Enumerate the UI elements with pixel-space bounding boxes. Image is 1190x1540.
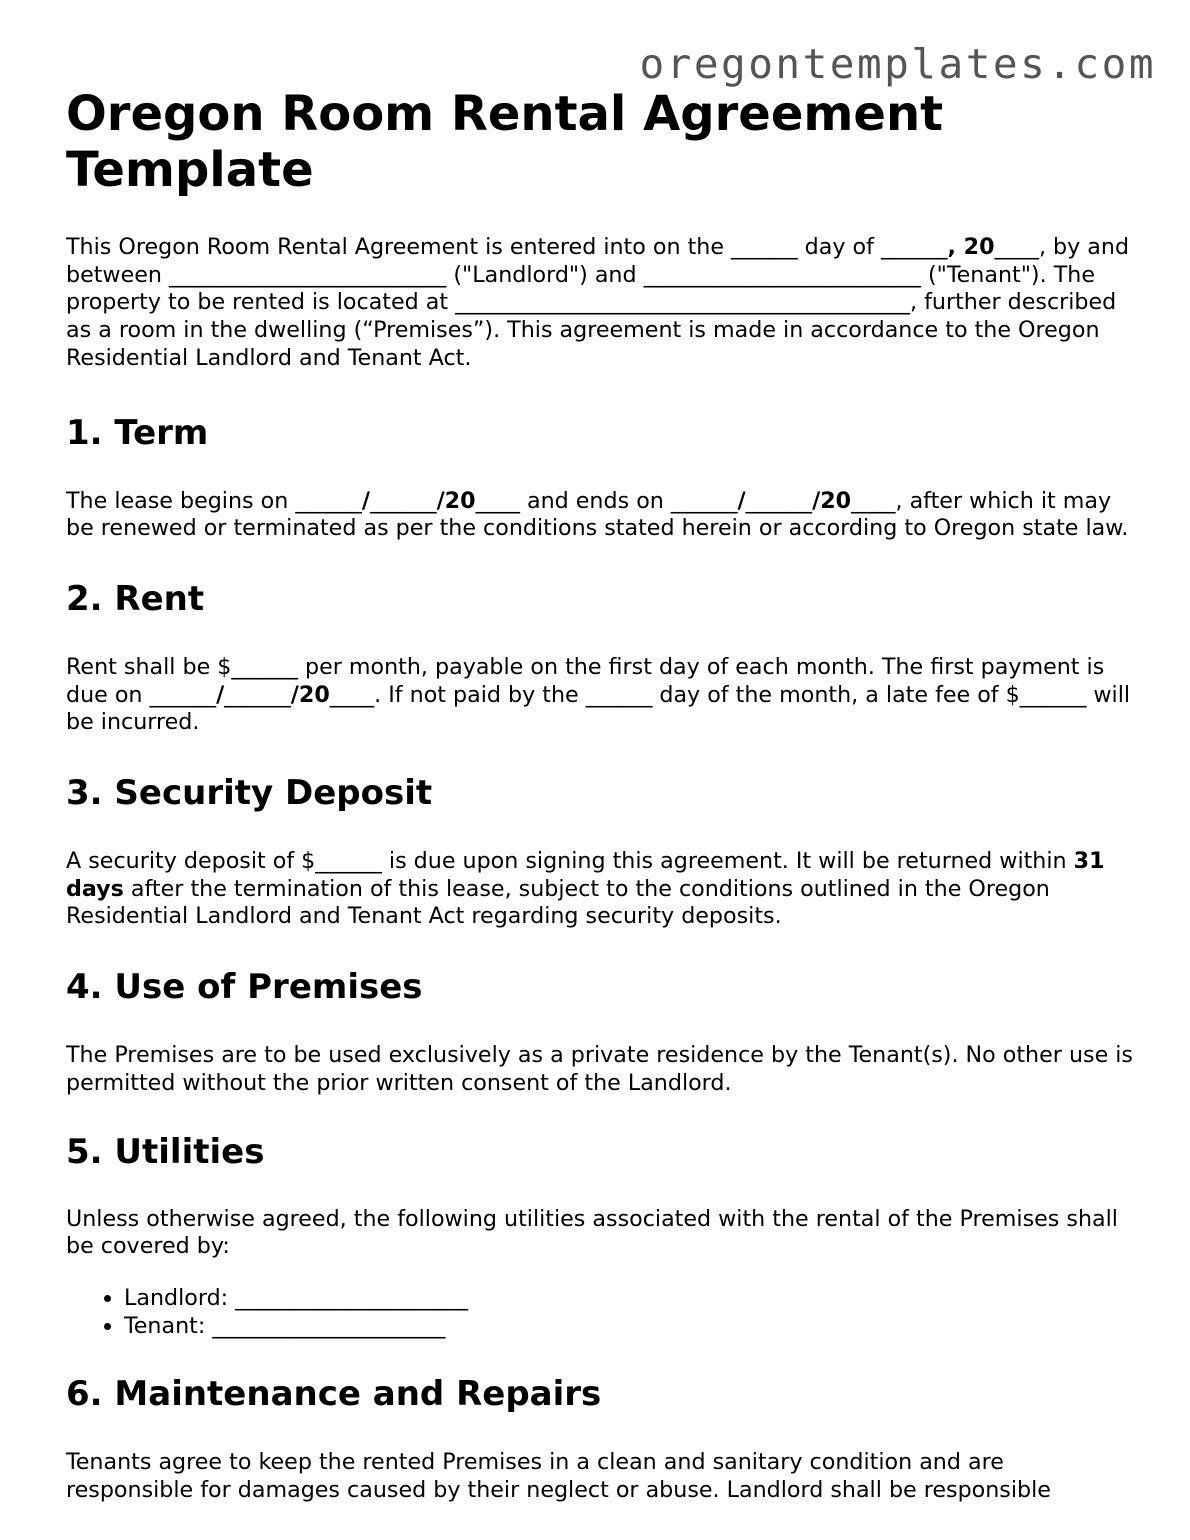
list-item: • Tenant: _____________________ — [124, 1313, 1136, 1341]
utilities-list — [66, 1285, 1136, 1340]
section-term-heading: 1. Term — [66, 412, 209, 453]
term-bold-4: /20 — [812, 487, 852, 514]
site-watermark: oregontemplates.com — [639, 40, 1156, 88]
section-maintenance-heading: 6. Maintenance and Repairs — [66, 1374, 602, 1415]
term-text-2: ______ — [370, 487, 437, 514]
intro-text-1: This Oregon Room Rental Agreement is entered into on the ______ day of ______ — [66, 234, 948, 260]
rent-bold-2: /20 — [290, 681, 330, 708]
rent-text-1: Rent shall be $______ per month, payable on the first day of each month. The first payment is due on ______ — [66, 653, 1105, 708]
term-text-4: ______ — [745, 487, 813, 514]
section-utilities-text: Unless otherwise agreed, the following utilities associated with the rental of the Premises shall be covered by: — [66, 1205, 1118, 1260]
term-text-5: ____, after which it may be renewed or terminated as per the conditions stated herein or according to Oregon state law. — [66, 487, 1129, 542]
section-term-text — [66, 488, 1136, 543]
section-rent-heading: 2. Rent — [66, 578, 205, 619]
deposit-text-1: A security deposit of $______ is due upon signing this agreement. It will be returned within — [66, 848, 1074, 875]
intro-bold-year: , 20 — [947, 234, 995, 260]
document-page — [66, 86, 1136, 1505]
term-bold-2: /20 — [436, 487, 476, 514]
term-bold-1: / — [361, 487, 371, 514]
section-deposit-text — [66, 848, 1136, 931]
section-use-heading: 4. Use of Premises — [66, 967, 423, 1008]
deposit-bold-days: 31 days — [66, 848, 1105, 902]
rent-text-2: ______ — [224, 681, 291, 708]
section-use-text: The Premises are to be used exclusively as a private residence by the Tenant(s). No other use is permitted without the prior written consent of the Landlord. — [66, 1042, 1133, 1096]
document-title: Oregon Room Rental Agreement Template — [66, 86, 944, 198]
section-maintenance-text: Tenants agree to keep the rented Premises in a clean and sanitary condition and are responsible for damages caused by their neglect or abuse. Landlord shall be responsible — [66, 1449, 1051, 1504]
intro-text-2: ____, by and between _________________________ ("Landlord") and _________________________ ("Tenant"). The property to be rented is located at _________________________________________, further described as a room in the dwelling (“Premises”). This agreement is made in accordance to the Oregon Residential Landlord and Tenant Act. — [66, 234, 1130, 371]
term-text-1: The lease begins on ______ — [66, 487, 362, 514]
rent-text-3: ____. If not paid by the ______ day of the month, a late fee of $______ will be incurred. — [66, 681, 1131, 736]
list-item: • Landlord: _____________________ — [124, 1285, 1136, 1313]
term-text-3: ____ and ends on ______ — [475, 487, 738, 514]
rent-bold-1: / — [216, 681, 225, 708]
section-deposit-heading: 3. Security Deposit — [66, 773, 433, 814]
section-rent-text — [66, 654, 1136, 737]
intro-paragraph — [66, 234, 1136, 373]
deposit-text-2: after the termination of this lease, subject to the conditions outlined in the Oregon Residential Landlord and Tenant Act regarding security deposits. — [66, 875, 1050, 930]
term-bold-3: / — [737, 487, 746, 514]
section-utilities-heading: 5. Utilities — [66, 1131, 265, 1172]
